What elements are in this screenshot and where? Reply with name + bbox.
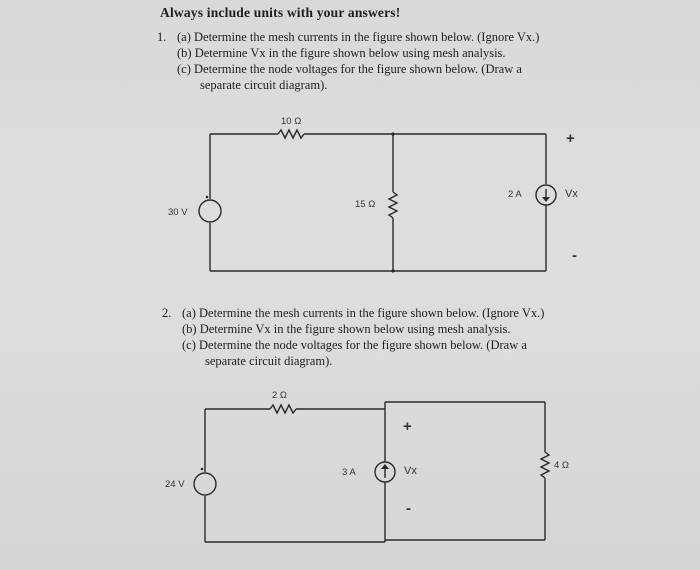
- header-title: Always include units with your answers!: [160, 5, 401, 20]
- circuit1-minus-sign: -: [572, 247, 577, 264]
- circuit2-vs-dot: [201, 468, 204, 471]
- circuit2-resistor-right: [541, 452, 549, 478]
- problem1-part-c: (c) Determine the node voltages for the figure shown below. (Draw a: [177, 62, 522, 76]
- circuit1-label-15ohm: 15 Ω: [355, 199, 376, 210]
- circuit1-label-vx: Vx: [565, 188, 578, 200]
- circuit1-label-30v: 30 V: [168, 207, 188, 218]
- circuit2-label-24v: 24 V: [165, 479, 185, 490]
- circuit2-label-4ohm: 4 Ω: [554, 460, 570, 471]
- circuit2-plus-sign: +: [403, 418, 412, 435]
- circuit2-resistor-top: [270, 405, 296, 413]
- circuit2-label-2ohm: 2 Ω: [272, 390, 288, 401]
- problem2-part-c: (c) Determine the node voltages for the figure shown below. (Draw a: [182, 338, 527, 352]
- problem1-part-b: (b) Determine Vx in the figure shown below using mesh analysis.: [177, 46, 506, 60]
- circuit2-label-3a: 3 A: [342, 467, 356, 478]
- circuit1-label-2a: 2 A: [508, 189, 522, 200]
- problem1-part-a: (a) Determine the mesh currents in the figure shown below. (Ignore Vx.): [177, 30, 540, 44]
- circuit2-minus-sign: -: [406, 500, 411, 517]
- problem2-part-c-cont: separate circuit diagram).: [205, 354, 333, 368]
- problem2-part-a: (a) Determine the mesh currents in the figure shown below. (Ignore Vx.): [182, 306, 545, 320]
- circuit2-voltage-source: [194, 473, 216, 495]
- problem1-number: 1.: [157, 30, 167, 44]
- circuit2-current-arrowhead: [381, 464, 389, 469]
- problem2-part-b: (b) Determine Vx in the figure shown below using mesh analysis.: [182, 322, 511, 336]
- problem2-number: 2.: [162, 306, 172, 320]
- circuit2-label-vx: Vx: [404, 465, 417, 477]
- problem1-part-c-cont: separate circuit diagram).: [200, 78, 328, 92]
- circuit1-label-10ohm: 10 Ω: [281, 116, 302, 127]
- circuit1-plus-sign: +: [566, 130, 575, 147]
